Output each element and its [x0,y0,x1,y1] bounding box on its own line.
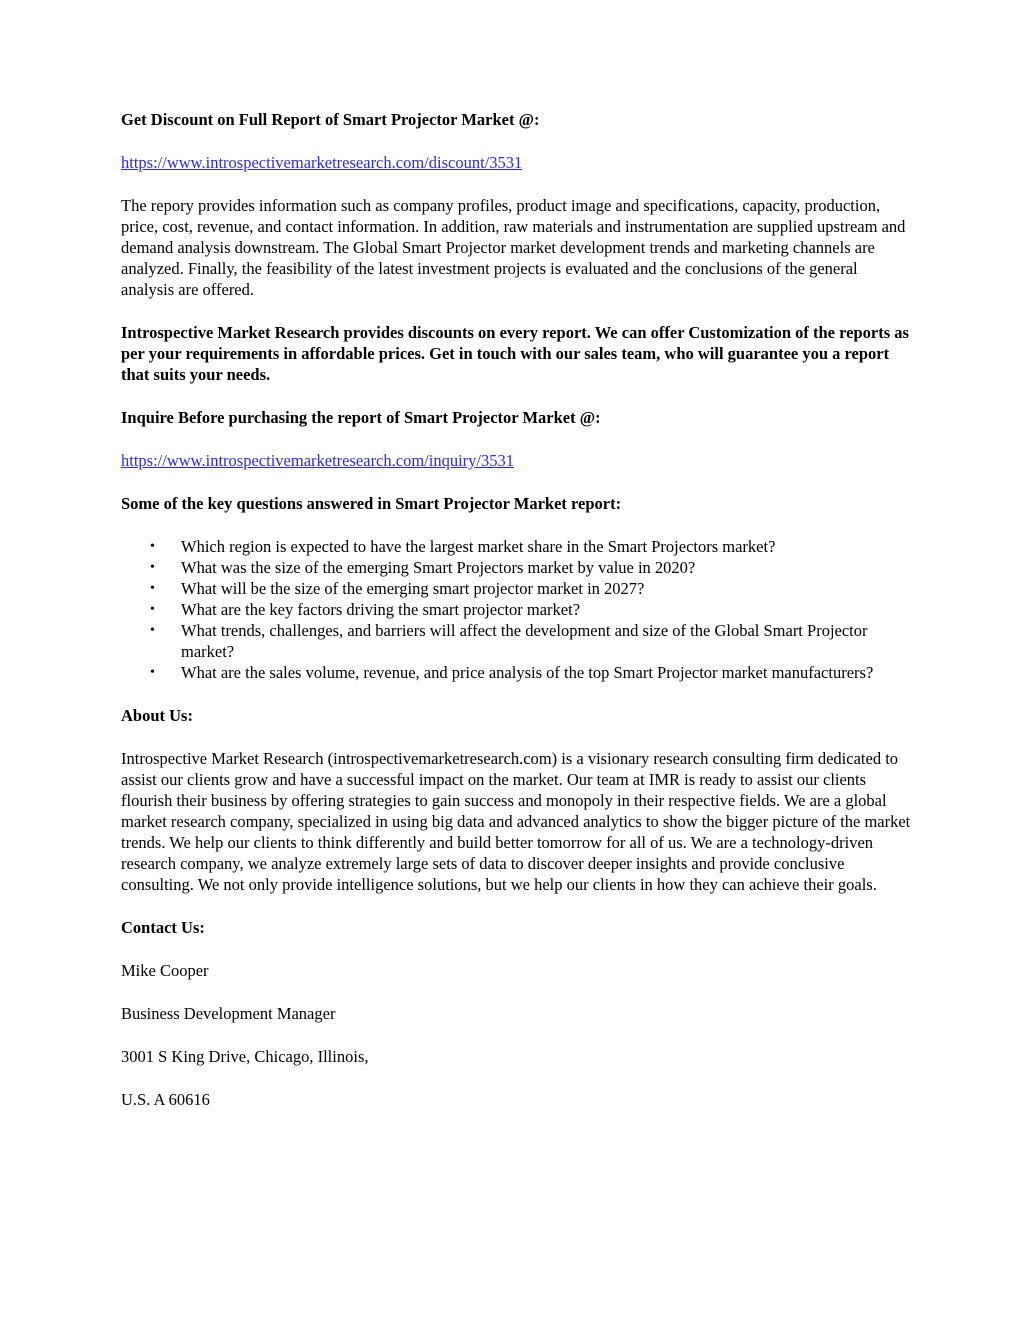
bullet-icon: • [150,623,155,638]
question-text: What are the key factors driving the smart projector market? [181,600,581,619]
document-page [121,109,911,1132]
bullet-icon: • [150,602,155,617]
bullet-icon: • [150,539,155,554]
report-description: The repory provides information such as company profiles, product image and specifications, capacity, production, price, cost, revenue, and contact information. In addition, raw materials and instrumentation are supplied upstream and demand analysis downstream. The Global Smart Projector market development trends and marketing channels are analyzed. Finally, the feasibility of the latest investment projects is evaluated and the conclusions of the general analysis are offered. [121,196,906,299]
question-text: What trends, challenges, and barriers will affect the development and size of the Global Smart Projector market? [181,621,868,661]
bullet-icon: • [150,560,155,575]
contact-zip: U.S. A 60616 [121,1090,210,1109]
list-item [121,620,911,662]
discount-link-line [121,152,911,173]
question-text: What was the size of the emerging Smart Projectors market by value in 2020? [181,558,696,577]
list-item [121,536,911,557]
list-item [121,662,911,683]
discount-heading: Get Discount on Full Report of Smart Projector Market @: [121,110,540,129]
contact-title: Business Development Manager [121,1004,336,1023]
list-item [121,578,911,599]
discount-link[interactable]: https://www.introspectivemarketresearch.com/discount/3531 [121,153,523,172]
inquire-heading: Inquire Before purchasing the report of Smart Projector Market @: [121,408,601,427]
questions-heading: Some of the key questions answered in Smart Projector Market report: [121,494,622,513]
inquiry-link-line [121,450,911,471]
contact-heading: Contact Us: [121,918,205,937]
inquiry-link[interactable]: https://www.introspectivemarketresearch.com/inquiry/3531 [121,451,514,470]
bullet-icon: • [150,665,155,680]
question-text: What will be the size of the emerging smart projector market in 2027? [181,579,645,598]
contact-name: Mike Cooper [121,961,209,980]
question-text: What are the sales volume, revenue, and price analysis of the top Smart Projector market manufacturers? [181,663,874,682]
contact-address: 3001 S King Drive, Chicago, Illinois, [121,1047,369,1066]
about-heading: About Us: [121,706,193,725]
questions-list [121,536,911,683]
offer-paragraph: Introspective Market Research provides discounts on every report. We can offer Customization of the reports as per your requirements in affordable prices. Get in touch with our sales team, who will guarantee you a report that suits your needs. [121,323,909,384]
question-text: Which region is expected to have the largest market share in the Smart Projectors market? [181,537,776,556]
list-item [121,599,911,620]
bullet-icon: • [150,581,155,596]
list-item [121,557,911,578]
about-paragraph: Introspective Market Research (introspectivemarketresearch.com) is a visionary research consulting firm dedicated to assist our clients grow and have a successful impact on the market. Our team at IMR is ready to assist our clients flourish their business by offering strategies to gain success and monopoly in their respective fields. We are a global market research company, specialized in using big data and advanced analytics to show the bigger picture of the market trends. We help our clients to think differently and build better tomorrow for all of us. We are a technology-driven research company, we analyze extremely large sets of data to discover deeper insights and provide conclusive consulting. We not only provide intelligence solutions, but we help our clients in how they can achieve their goals. [121,749,911,894]
